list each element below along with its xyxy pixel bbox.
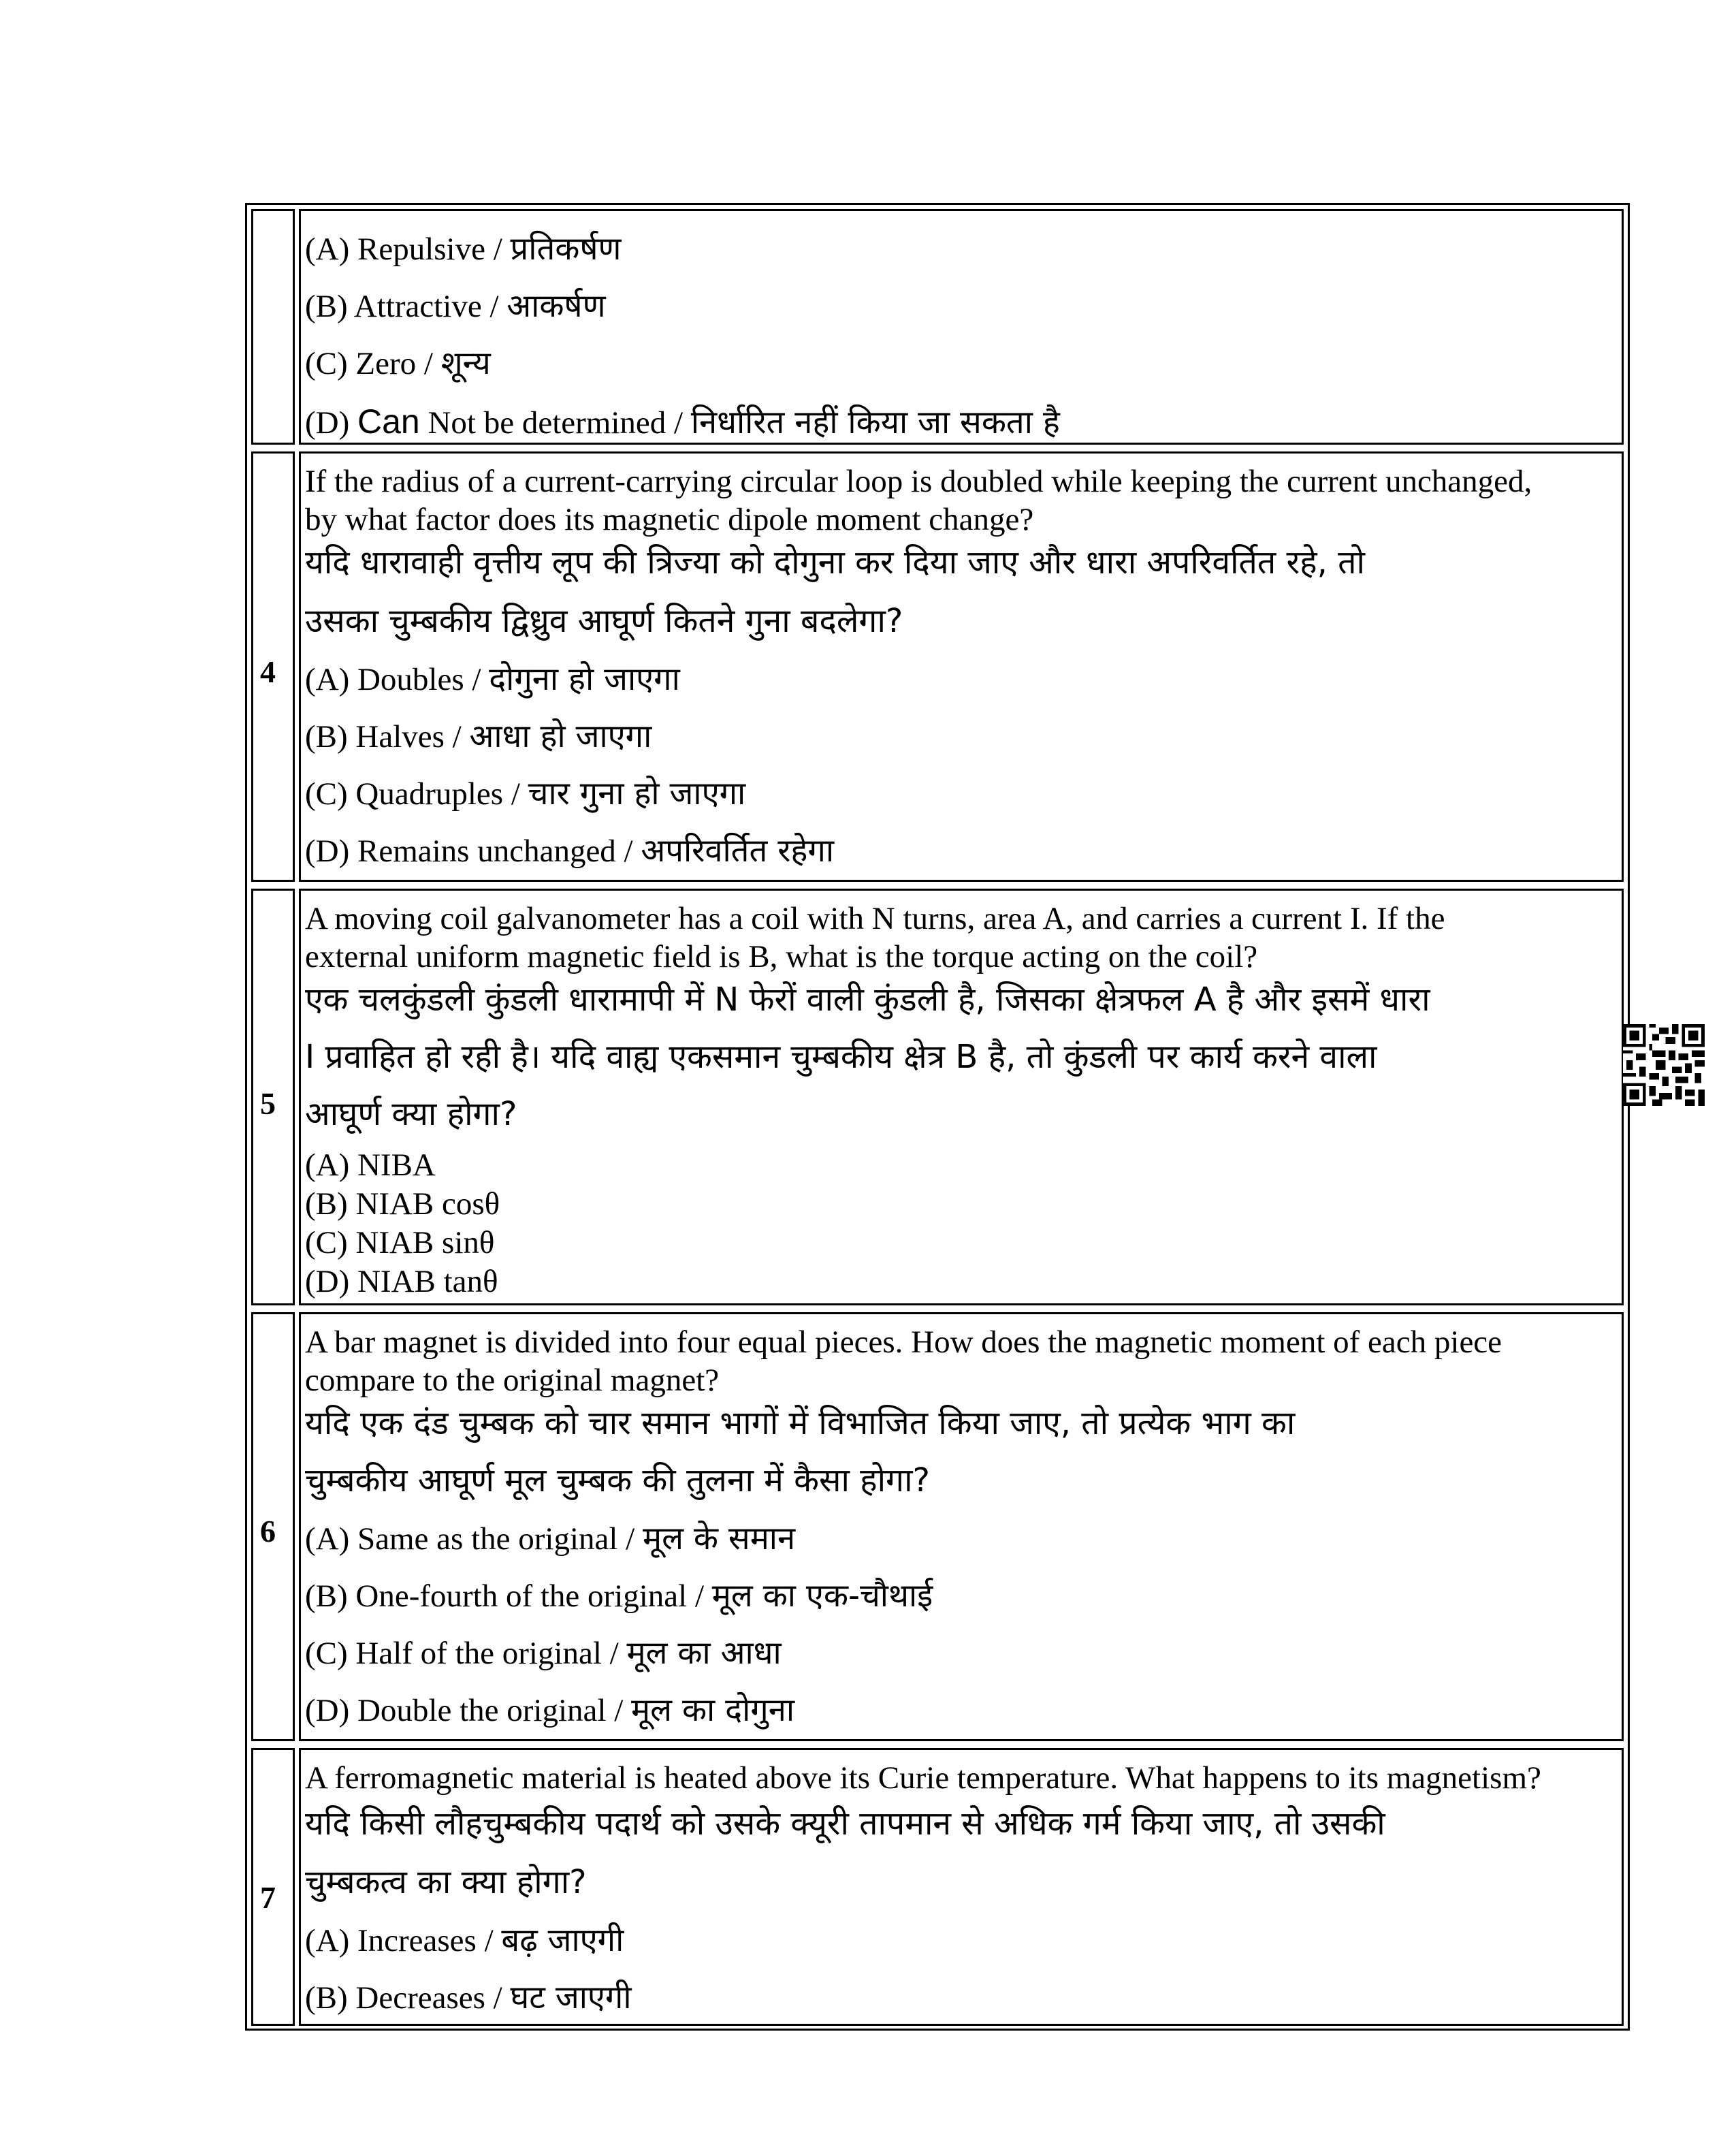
option-c: (C) Half of the original / मूल का आधा bbox=[305, 1634, 782, 1672]
option-b: (B) Decreases / घट जाएगी bbox=[305, 1979, 632, 2016]
question-number: 7 bbox=[260, 1880, 276, 1915]
question-number-cell bbox=[251, 1312, 295, 1741]
question-text-hi: यदि धारावाही वृत्तीय लूप की त्रिज्या को दोगुना कर दिया जाए और धारा अपरिवर्तित रहे, तो bbox=[305, 543, 1365, 582]
question-body-cell bbox=[299, 1748, 1624, 2026]
question-text-hi: I प्रवाहित हो रही है। यदि वाह्य एकसमान चुम्बकीय क्षेत्र B है, तो कुंडली पर कार्य करने वाला bbox=[305, 1038, 1377, 1076]
question-body-cell bbox=[299, 451, 1624, 882]
option-c: (C) NIAB sinθ bbox=[305, 1225, 495, 1260]
question-text-en: compare to the original magnet? bbox=[305, 1363, 720, 1398]
question-text-en: A ferromagnetic material is heated above its Curie temperature. What happens to its magnetism? bbox=[305, 1760, 1541, 1796]
question-text-en: If the radius of a current-carrying circular loop is doubled while keeping the current unchanged, bbox=[305, 464, 1532, 499]
question-row-4 bbox=[251, 451, 1624, 882]
question-number: 5 bbox=[260, 1086, 276, 1121]
question-text-hi: यदि किसी लौहचुम्बकीय पदार्थ को उसके क्यूरी तापमान से अधिक गर्म किया जाए, तो उसकी bbox=[305, 1805, 1385, 1843]
option-d: (D) Can Not be determined / निर्धारित नहीं किया जा सकता है bbox=[305, 402, 1060, 441]
option-b: (B) One-fourth of the original / मूल का एक-चौथाई bbox=[305, 1577, 933, 1615]
question-row-7 bbox=[251, 1748, 1624, 2026]
qr-code-icon bbox=[1623, 1024, 1705, 1106]
question-text-hi: उसका चुम्बकीय द्विध्रुव आघूर्ण कितने गुना बदलेगा? bbox=[305, 602, 903, 640]
option-c: (C) Zero / शून्य bbox=[305, 345, 491, 382]
question-text-hi: आघूर्ण क्या होगा? bbox=[305, 1095, 517, 1133]
question-number-cell bbox=[251, 1748, 295, 2026]
question-row-5 bbox=[251, 889, 1624, 1305]
option-a: (A) Doubles / दोगुना हो जाएगा bbox=[305, 661, 680, 698]
option-a: (A) Increases / बढ़ जाएगी bbox=[305, 1922, 624, 1959]
option-c: (C) Quadruples / चार गुना हो जाएगा bbox=[305, 775, 746, 812]
option-a: (A) Repulsive / प्रतिकर्षण bbox=[305, 230, 622, 268]
question-row-6 bbox=[251, 1312, 1624, 1741]
question-text-hi: चुम्बकीय आघूर्ण मूल चुम्बक की तुलना में कैसा होगा? bbox=[305, 1461, 930, 1499]
option-b: (B) Attractive / आकर्षण bbox=[305, 287, 606, 325]
question-text-hi: एक चलकुंडली कुंडली धारामापी में N फेरों वाली कुंडली है, जिसका क्षेत्रफल A है और इसमें धारा bbox=[305, 981, 1430, 1019]
question-text-en: external uniform magnetic field is B, what is the torque acting on the coil? bbox=[305, 939, 1258, 974]
option-b: (B) Halves / आधा हो जाएगा bbox=[305, 718, 652, 755]
question-table bbox=[245, 203, 1630, 2031]
question-text-en: A moving coil galvanometer has a coil with N turns, area A, and carries a current I. If the bbox=[305, 901, 1445, 936]
question-text-hi: चुम्बकत्व का क्या होगा? bbox=[305, 1863, 587, 1901]
question-text-en: by what factor does its magnetic dipole moment change? bbox=[305, 502, 1034, 537]
option-d: (D) Double the original / मूल का दोगुना bbox=[305, 1691, 795, 1729]
question-body-cell bbox=[299, 209, 1624, 445]
question-number-cell bbox=[251, 209, 295, 445]
option-d: (D) NIAB tanθ bbox=[305, 1264, 498, 1299]
question-text-en: A bar magnet is divided into four equal pieces. How does the magnetic moment of each piece bbox=[305, 1324, 1502, 1360]
question-body-cell bbox=[299, 1312, 1624, 1741]
option-a: (A) Same as the original / मूल के समान bbox=[305, 1520, 796, 1557]
option-a: (A) NIBA bbox=[305, 1147, 436, 1183]
question-text-hi: यदि एक दंड चुम्बक को चार समान भागों में विभाजित किया जाए, तो प्रत्येक भाग का bbox=[305, 1404, 1296, 1442]
option-b: (B) NIAB cosθ bbox=[305, 1186, 500, 1222]
question-body-cell bbox=[299, 889, 1624, 1305]
option-d: (D) Remains unchanged / अपरिवर्तित रहेगा bbox=[305, 832, 835, 870]
question-number-cell bbox=[251, 889, 295, 1305]
question-number: 4 bbox=[260, 654, 276, 689]
question-number-cell bbox=[251, 451, 295, 882]
question-number: 6 bbox=[260, 1514, 276, 1548]
question-row-3 bbox=[251, 209, 1624, 445]
